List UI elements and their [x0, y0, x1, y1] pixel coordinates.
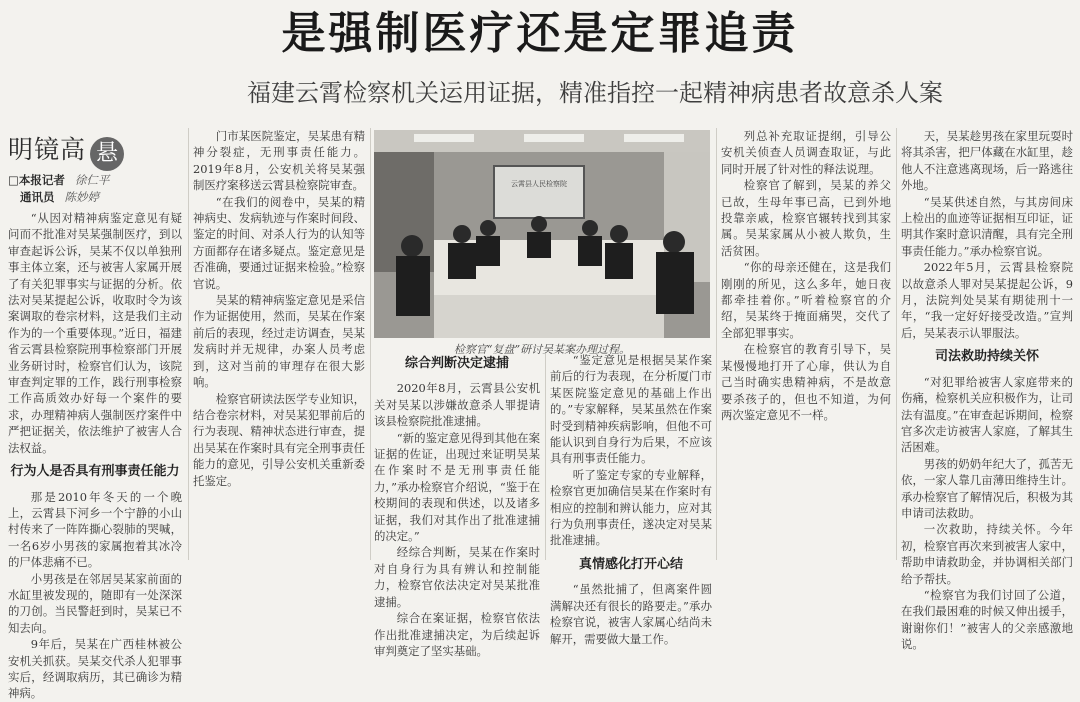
section-heading: 司法救助持续关怀 [934, 349, 1039, 365]
paragraph: 综合在案证据，检察官依法作出批准逮捕决定，为后续起诉审判奠定了坚实基础。 [374, 611, 540, 658]
headline: 是强制医疗还是定罪追责 [281, 8, 799, 59]
article-column-2 [193, 128, 365, 560]
paragraph: 在检察官的教育引导下，吴某慢慢地打开了心扉，供认为自己当时确实患精神病，不是故意要杀孩子的，但也不知道，为何两次鉴定意见不一样。 [721, 342, 891, 422]
paragraph: “虽然批捕了，但离案件圆满解决还有很长的路要走。”承办检察官说，被害人家属心结尚未解开，需要做大量工作。 [550, 582, 712, 646]
photo-caption: 检察官“复盘”研讨吴某案办理过程。 [453, 343, 631, 356]
article-column-6 [901, 128, 1073, 652]
byline-reporter: □本报记者 徐仁平 [8, 173, 110, 187]
section-heading: 综合判断决定逮捕 [404, 356, 509, 371]
paragraph: 男孩的奶奶年纪大了，孤苦无依，一家人靠几亩薄田维持生计。承办检察官了解情况后，积极为其申请司法救助。 [901, 456, 1073, 520]
paragraph: 检察官了解到，吴某的养父已故，生母年事已高，已到外地投靠亲戚，检察官辗转找到其家属。吴某家属从小被人欺负，生活贫困。 [721, 178, 891, 258]
paragraph: “在我们的阅卷中，吴某的精神病史、发病轨迹与作案时间段、鉴定的时间、对杀人行为的认知等方面都存在诸多疑点。鉴定意见是否准确，要通过证据来检验。”检察官说。 [193, 194, 365, 291]
paragraph: 吴某的精神病鉴定意见是采信作为证据使用，然而，吴某在作案前后的表现，经过走访调查，吴某发病时并无规律，办案人员考虑到，这对当前的审理存在很大影响。 [193, 293, 365, 390]
subheadline: 福建云霄检察机关运用证据，精准指控一起精神病患者故意杀人案 [247, 79, 943, 107]
paragraph: 听了鉴定专家的专业解释，检察官更加确信吴某在作案时有相应的控制和辨认能力，应对其行为负刑事责任，遂决定对吴某批准逮捕。 [550, 467, 712, 548]
paragraph: 2020年8月，云霄县公安机关对吴某以涉嫌故意杀人罪提请该县检察院批准逮捕。 [374, 381, 540, 429]
screen-text: 云霄县人民检察院 [511, 180, 567, 188]
paragraph: “你的母亲还健在，这是我们刚刚的所见，这么多年，她日夜都牵挂着你。”听着检察官的介绍，吴某终于掩面痛哭，交代了全部犯罪事实。 [721, 260, 891, 340]
paragraph: 天，吴某趁男孩在家里玩耍时将其杀害，把尸体藏在水缸里，趁他人不注意逃离现场，后一路逃往外地。 [901, 129, 1073, 193]
column-divider [896, 128, 897, 560]
news-photo [374, 130, 710, 338]
section-heading: 行为人是否具有刑事责任能力 [10, 464, 180, 480]
paragraph: 经综合判断，吴某在作案时对自身行为具有辨认和控制能力，检察官依法决定对吴某批准逮捕。 [374, 545, 540, 609]
column-divider [370, 128, 371, 560]
paragraph: 列总补充取证提纲，引导公安机关侦查人员调查取证，与此同时开展了针对性的释法说理。 [721, 129, 891, 176]
paragraph: “对犯罪给被害人家庭带来的伤痛，检察机关应积极作为，让司法有温度。”在审查起诉期间，检察官多次走访被害人家庭，了解其生活困难。 [901, 374, 1073, 455]
paragraph: “新的鉴定意见得到其他在案证据的佐证，出现过来证明吴某在作案时不是无刑事责任能力，”承办检察官介绍说，“鉴于在校期间的表现和供述，以及诸多证据，我们对其作出了批准逮捕的决定。” [374, 430, 540, 544]
paragraph: 检察官研读法医学专业知识，结合卷宗材料，对吴某犯罪前后的行为表现、精神状态进行审查，提出吴某在作案时具有完全刑事责任能力的意见，引导公安机关重新委托鉴定。 [193, 391, 365, 488]
paragraph: 一次救助，持续关怀。今年初，检察官再次来到被害人家中，帮助申请救助金，并协调相关部门给予帮扶。 [901, 522, 1073, 586]
article-column-5 [721, 128, 891, 560]
column-divider [545, 352, 546, 560]
paragraph: 小男孩是在邻居吴某家前面的水缸里被发现的，随即有一处深深的刀创。当民警赶到时，吴某已不知去向。 [8, 571, 182, 635]
column-seal: 悬 [90, 137, 124, 171]
byline [8, 172, 178, 206]
section-heading: 真情感化打开心结 [578, 556, 683, 572]
article-column-3 [374, 356, 540, 658]
photo-illustration [374, 130, 710, 338]
article-column-1 [8, 210, 182, 701]
column-divider [188, 128, 189, 560]
paragraph: 门市某医院鉴定，吴某患有精神分裂症，无刑事责任能力。2019年8月，公安机关将吴某强制医疗案移送云霄县检察院审查。 [193, 129, 365, 193]
paragraph: “吴某供述自然，与其房间床上检出的血迹等证据相互印证，证明其作案时意识清醒，具有完全刑事责任能力。”承办检察官说。 [901, 194, 1073, 258]
column-name: 明镜高 [8, 135, 87, 164]
article-column-4 [550, 352, 712, 646]
column-header [8, 130, 184, 171]
paragraph: “检察官为我们讨回了公道，在我们最困难的时候又伸出援手，谢谢你们！”被害人的父亲感激地说。 [901, 587, 1073, 652]
paragraph: “从因对精神病鉴定意见有疑问而不批准对吴某强制医疗，到以审查起诉公诉，吴某不仅以单独刑事主体立案，还与被害人家属开展了有关犯罪事实与证据的分析。依法对吴某提起公诉，收取时令为该案调取的卷宗材料，这是我们主动作为的一个重要体现。”近日，福建省云霄县检察院刑事检察部门开展业务研讨时，检察官们认为，该院审查判定罪的工作，践行刑事检察工作高质效办好每一个案件的要求，办理精神病人强制医疗案件中严把证据关，依法维护了被害人合法权益。 [8, 211, 182, 455]
paragraph: 那是2010年冬天的一个晚上，云霄县下河乡一个宁静的小山村传来了一阵阵撕心裂肺的哭喊，一名6岁小男孩的家属抱着其冰冷的尸体悲痛不已。 [8, 489, 182, 570]
paragraph: 9年后，吴某在广西桂林被公安机关抓获。吴某交代杀人犯罪事实后，经调取病历，其已确诊为精神病。 [8, 637, 182, 701]
paragraph: 2022年5月，云霄县检察院以故意杀人罪对吴某提起公诉，9月，法院判处吴某有期徒刑十一年，“我一定好好接受改造。”宣判后，吴某表示认罪服法。 [901, 260, 1073, 340]
column-divider [716, 128, 717, 560]
byline-correspondent: 通讯员 陈妙婷 [20, 190, 99, 204]
paragraph: “鉴定意见是根据吴某作案前后的行为表现，在分析厦门市某医院鉴定意见的基础上作出的。”专家解释，吴某虽然在作案时受到精神疾病影响，但他不可能认识到自身行为后果，不应该具有刑事责任能力。 [550, 353, 712, 466]
